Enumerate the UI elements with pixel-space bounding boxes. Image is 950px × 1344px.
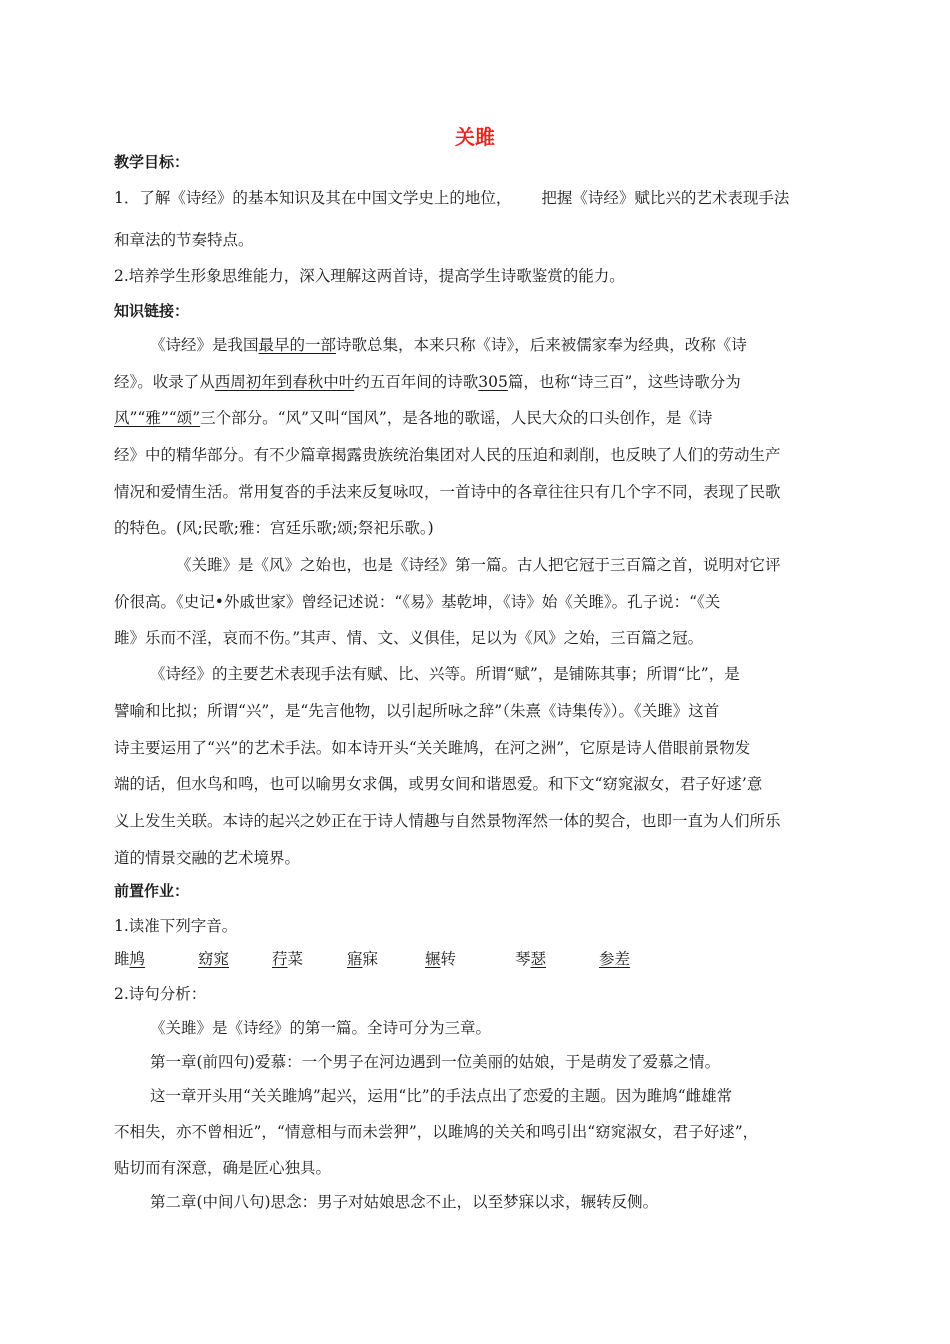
- knowledge-p3-line-4: 端的话，但水鸟和鸣，也可以喻男女求偶，或男女间和谐恩爱。和下文“窈窕淑女，君子好逑’意: [114, 775, 763, 793]
- underlined-text: 最早的一部: [258, 336, 337, 354]
- knowledge-p3-line-1: 《诗经》的主要艺术表现手法有赋、比、兴等。所谓“赋”，是铺陈其事；所谓“比”，是: [150, 665, 740, 683]
- word-underlined: 瑟: [530, 950, 547, 968]
- word-plain: 琴: [515, 950, 531, 968]
- underlined-text: 西周初年到春秋中叶: [214, 373, 355, 391]
- pronunciation-word: [198, 947, 229, 971]
- pronunciation-word: [347, 947, 378, 971]
- knowledge-p2-line-1: 《关雎》是《风》之始也，也是《诗经》第一篇。古人把它冠于三百篇之首，说明对它评: [176, 556, 781, 574]
- goals-heading: 教学目标：: [114, 153, 190, 171]
- analysis-line-3: 这一章开头用“关关雎鸠”起兴，运用“比”的手法点出了恋爱的主题。因为雎鸠“雌雄常: [150, 1087, 733, 1105]
- pronunciation-word: [515, 947, 546, 971]
- homework-q2: 2.诗句分析：: [114, 985, 207, 1003]
- word-underlined: 荇: [272, 950, 288, 968]
- knowledge-p3-line-2: 譬喻和比拟；所谓“兴”，是“先言他物，以引起所咏之辞”（朱熹《诗集传》）。《关雎》这首: [114, 702, 720, 720]
- knowledge-p3-line-3: 诗主要运用了“兴”的艺术手法。如本诗开头“关关雎鸠，在河之洲”，它原是诗人借眼前景物发: [114, 739, 751, 757]
- word-underlined: 窈窕: [198, 950, 230, 968]
- knowledge-p3-line-6: 道的情景交融的艺术境界。: [114, 849, 301, 867]
- analysis-line-5: 贴切而有深意，确是匠心独具。: [114, 1159, 332, 1177]
- knowledge-p1-line-3: [114, 406, 844, 430]
- pronunciation-word: [272, 947, 303, 971]
- knowledge-p1-line-4: 经》中的精华部分。有不少篇章揭露贵族统治集团对人民的压迫和剥削，也反映了人们的劳动生产: [114, 446, 781, 464]
- analysis-line-2: 第一章(前四句)爱慕：一个男子在河边遇到一位美丽的姑娘，于是萌发了爱慕之情。: [150, 1053, 721, 1071]
- word-plain: 雎: [114, 950, 130, 968]
- text-run: 《诗经》是我国: [150, 336, 259, 354]
- knowledge-p3-line-5: 义上发生关联。本诗的起兴之妙正在于诗人情趣与自然景物浑然一体的契合，也即一直为人们所乐: [114, 812, 781, 830]
- underlined-text: 风”“雅”“颂”: [114, 409, 201, 427]
- knowledge-p1-line-5: 情况和爱情生活。常用复沓的手法来反复咏叹，一首诗中的各章往往只有几个字不同，表现了民歌: [114, 483, 781, 501]
- word-underlined: 参差: [599, 950, 631, 968]
- homework-heading: 前置作业：: [114, 882, 190, 900]
- goal-1-part-a: 1．了解《诗经》的基本知识及其在中国文学史上的地位，: [114, 189, 512, 207]
- text-run: 诗歌总集，本来只称《诗》，后来被儒家奉为经典，改称《诗: [336, 336, 747, 354]
- word-plain: 转: [440, 950, 457, 968]
- pronunciation-word: [114, 947, 145, 971]
- homework-q1: 1.读准下列字音。: [114, 917, 238, 935]
- goal-1-line-1: [114, 186, 844, 210]
- analysis-line-4: 不相失，亦不曾相近”，“情意相与而未尝狎”，以雎鸠的关关和鸣引出“窈窕淑女，君子好逑”，: [114, 1123, 759, 1141]
- goal-2: 2.培养学生形象思维能力，深入理解这两首诗，提高学生诗歌鉴赏的能力。: [114, 267, 625, 285]
- knowledge-heading: 知识链接：: [114, 302, 190, 320]
- page-title: 关雎: [455, 125, 495, 149]
- word-underlined: 鸠: [129, 950, 146, 968]
- word-plain: 寐: [362, 950, 379, 968]
- knowledge-p2-line-2: 价很高。《史记•外戚世家》曾经记述说：“《易》基乾坤，《诗》始《关雎》。孔子说：“《关: [114, 593, 721, 611]
- word-underlined: 寤: [347, 950, 363, 968]
- knowledge-p1-line-6: 的特色。(风;民歌;雅：宫廷乐歌;颂;祭祀乐歌。): [114, 519, 434, 537]
- text-run: 经》。收录了从: [114, 373, 215, 391]
- pronunciation-word: [599, 947, 630, 971]
- knowledge-p1-line-1: [150, 333, 880, 357]
- goal-1-part-b: 把握《诗经》赋比兴的艺术表现手法: [541, 189, 790, 207]
- analysis-line-1: 《关雎》是《诗经》的第一篇。全诗可分为三章。: [150, 1019, 492, 1037]
- text-run: 约五百年间的诗歌: [354, 373, 479, 391]
- underlined-number: 305: [478, 373, 508, 391]
- pronunciation-word: [425, 947, 456, 971]
- text-run: 三个部分。“风”又叫“国风”，是各地的歌谣，人民大众的口头创作，是《诗: [200, 409, 713, 427]
- text-run: 篇，也称“诗三百”，这些诗歌分为: [507, 373, 741, 391]
- analysis-line-6: 第二章(中间八句)思念：男子对姑娘思念不止，以至梦寐以求，辗转反侧。: [150, 1193, 659, 1211]
- word-plain: 菜: [287, 950, 304, 968]
- knowledge-p1-line-2: [114, 370, 844, 394]
- knowledge-p2-line-3: 雎》乐而不淫，哀而不伤。”其声、情、文、义俱佳，足以为《风》之始，三百篇之冠。: [114, 629, 704, 647]
- word-underlined: 辗: [425, 950, 441, 968]
- goal-1-line-2: 和章法的节奏特点。: [114, 231, 254, 249]
